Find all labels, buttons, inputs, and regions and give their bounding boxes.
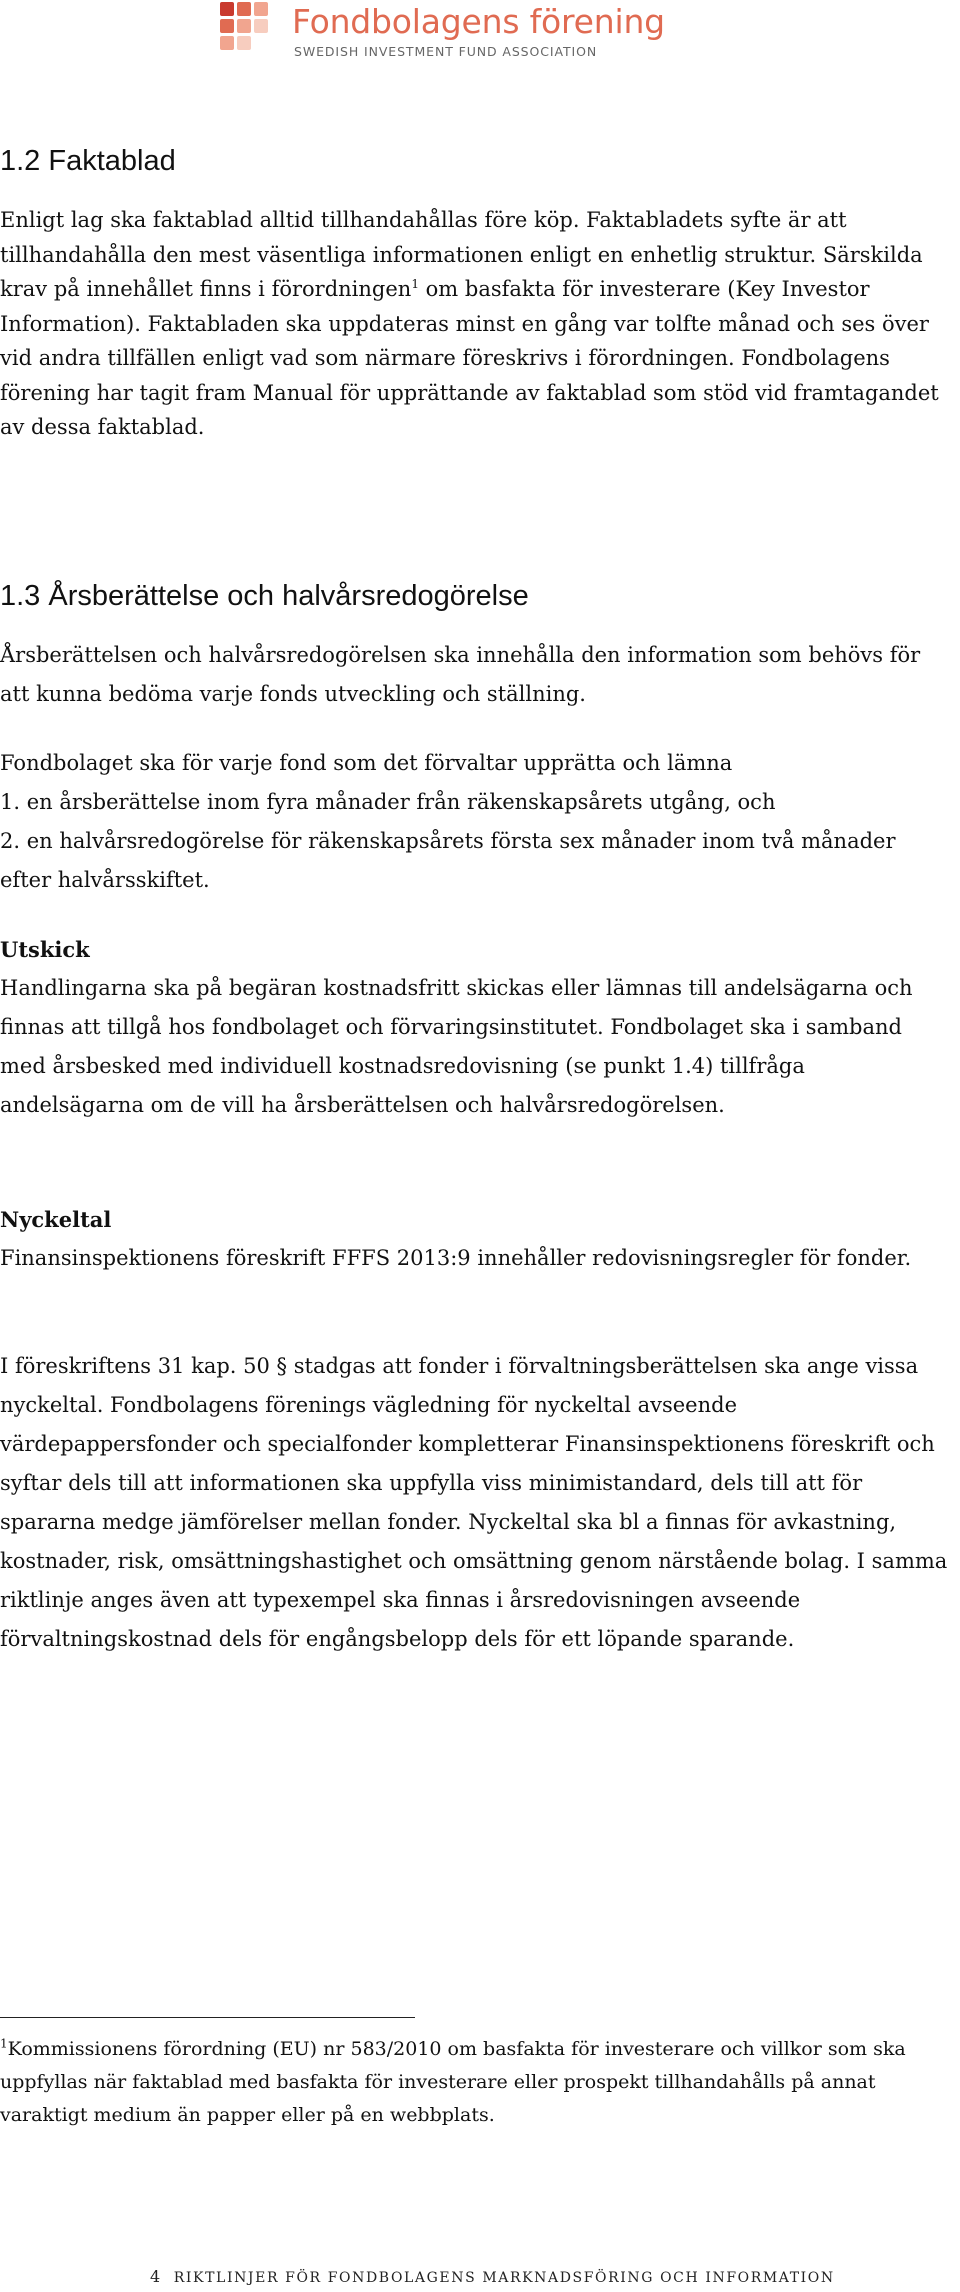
- page-footer: [150, 2267, 835, 2286]
- nyckeltal-paragraph: I föreskriftens 31 kap. 50 § stadgas att fonder i förvaltningsberättelsen ska ange vissa nyckeltal. Fondbolagens förenings vägledning för nyckeltal avseende värdepappersfonder och specialfonder kompletterar Finansinspektionens föreskrift och syftar dels till att informationen ska uppfylla viss minimistandard, dels till att för spararna medge jämförelser mellan fonder. Nyckeltal ska bl a finnas för avkastning, kostnader, risk, omsättningshastighet och omsättning genom närstående bolag. I samma riktlinje anges även att typexempel ska finnas i årsredovisningen avseende förvaltningskostnad dels för engångsbelopp dels för ett löpande sparande.: [0, 1354, 948, 1651]
- footnote-divider: [0, 2017, 415, 2018]
- paragraph-arsberattelse-intro: Årsberättelsen och halvårsredogörelsen ska innehålla den information som behövs för att kunna bedöma varje fonds utveckling och ställning.: [0, 643, 921, 706]
- nyckeltal-text: Finansinspektionens föreskrift FFFS 2013:9 innehåller redovisningsregler för fonder.: [0, 1246, 912, 1270]
- reporting-requirements: [0, 744, 950, 900]
- subheading-utskick: Utskick: [0, 937, 90, 962]
- list-intro: Fondbolaget ska för varje fond som det förvaltar upprätta och lämna: [0, 751, 733, 775]
- list-item: 1. en årsberättelse inom fyra månader från räkenskapsårets utgång, och: [0, 790, 776, 814]
- logo-mark-icon: [220, 2, 268, 50]
- faktablad-text-part2: om basfakta för investerare (Key Investor Information). Faktabladen ska uppdateras minst en gång var tolfte månad och ses över vid andra tillfällen enligt vad som närmare föreskrivs i förordningen. Fondbolagens förening har tagit fram Manual för upprättande av faktablad som stöd vid framtagandet av dessa faktablad.: [0, 277, 939, 439]
- footnote: [0, 2033, 950, 2132]
- section-heading-faktablad: 1.2 Faktablad: [0, 145, 176, 177]
- footnote-marker: 1: [0, 2036, 8, 2051]
- subheading-nyckeltal: Nyckeltal: [0, 1207, 112, 1232]
- footnote-text: Kommissionens förordning (EU) nr 583/2010 om basfakta för investerare och villkor som ska uppfyllas när faktablad med basfakta för investerare eller prospekt tillhandahålls på annat varaktigt medium än papper eller på en webbplats.: [0, 2038, 906, 2126]
- nyckeltal-section: [0, 1200, 950, 1278]
- faktablad-text-part1: Enligt lag ska faktablad alltid tillhandahållas före köp. Faktabladets syfte är att tillhandahålla den mest väsentliga informationen enligt en enhetlig struktur. Särskilda krav på innehållet finns i förordningen: [0, 208, 923, 301]
- utskick-text: Handlingarna ska på begäran kostnadsfritt skickas eller lämnas till andelsägarna och finnas att tillgå hos fondbolaget och förvaringsinstitutet. Fondbolaget ska i samband med årsbesked med individuell kostnadsredovisning (se punkt 1.4) tillfråga andelsägarna om de vill ha årsberättelsen och halvårsredogörelsen.: [0, 976, 913, 1117]
- section-heading-arsberattelse: 1.3 Årsberättelse och halvårsredogörelse: [0, 580, 529, 612]
- association-logo: [220, 0, 665, 59]
- footnote-reference[interactable]: 1: [411, 277, 419, 291]
- logo-subtitle: SWEDISH INVESTMENT FUND ASSOCIATION: [294, 44, 598, 59]
- list-item: 2. en halvårsredogörelse för räkenskapsårets första sex månader inom två månader efter halvårsskiftet.: [0, 829, 896, 892]
- footer-title: RIKTLINJER FÖR FONDBOLAGENS MARKNADSFÖRING OCH INFORMATION: [173, 2270, 835, 2286]
- utskick-section: [0, 930, 950, 1125]
- paragraph-faktablad: [0, 203, 950, 445]
- page-number: 4: [150, 2267, 162, 2286]
- logo-name: Fondbolagens förening: [292, 2, 665, 41]
